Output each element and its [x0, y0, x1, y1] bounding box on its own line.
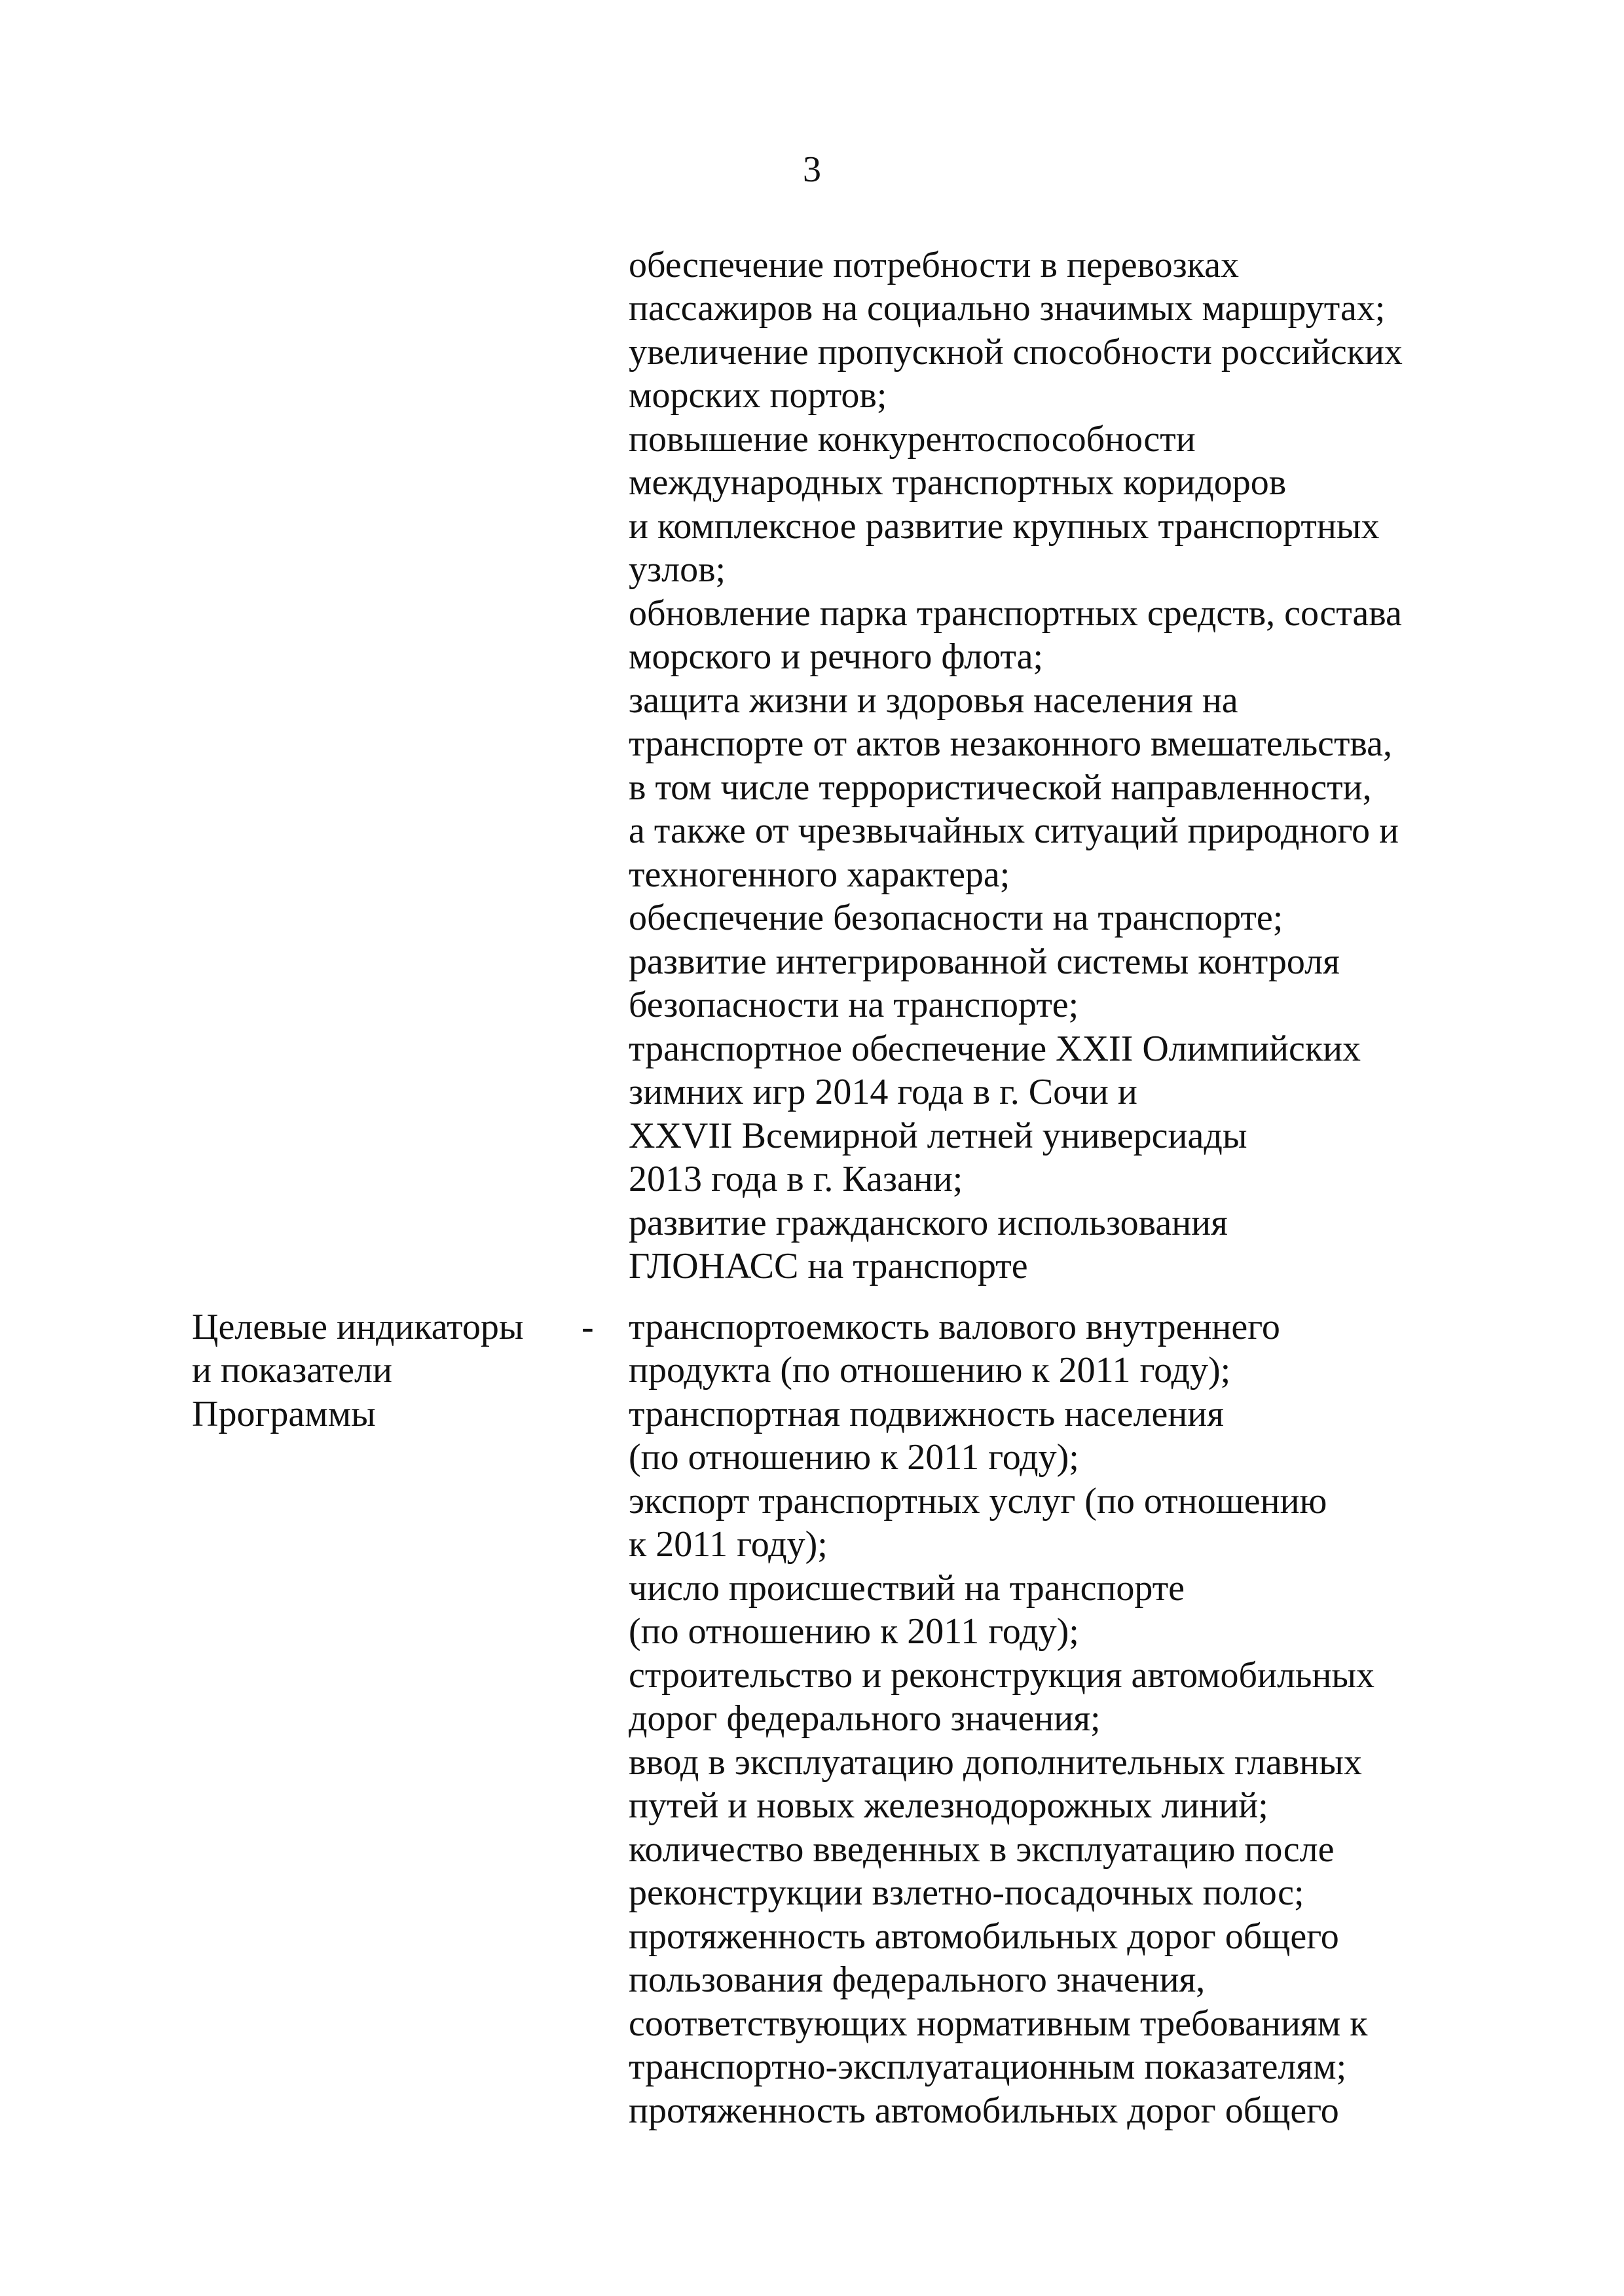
objectives-line: XXVII Всемирной летней универсиады [629, 1116, 1247, 1156]
label-dash: - [581, 1307, 594, 1347]
objectives-line: обеспечение потребности в перевозках [629, 245, 1240, 285]
objectives-line: транспорте от актов незаконного вмешательства, [629, 723, 1392, 764]
objectives-line: развитие интегрированной системы контроля [629, 941, 1340, 982]
indicator-line: транспортоемкость валового внутреннего [629, 1307, 1280, 1347]
objectives-line: транспортное обеспечение XXII Олимпийских [629, 1029, 1361, 1069]
objectives-line: безопасности на транспорте; [629, 985, 1079, 1025]
indicator-line: протяженность автомобильных дорог общего [629, 1916, 1339, 1957]
indicator-line: продукта (по отношению к 2011 году); [629, 1350, 1231, 1391]
objectives-line: зимних игр 2014 года в г. Сочи и [629, 1072, 1137, 1112]
indicator-line: (по отношению к 2011 году); [629, 1611, 1079, 1652]
page-number: 3 [803, 149, 821, 190]
objectives-line: и комплексное развитие крупных транспортных [629, 506, 1380, 547]
objectives-line: морских портов; [629, 375, 887, 416]
objectives-line: обеспечение безопасности на транспорте; [629, 898, 1283, 938]
indicator-line: строительство и реконструкция автомобильных [629, 1655, 1375, 1696]
objectives-line: техногенного характера; [629, 854, 1010, 895]
indicator-line: транспортно-эксплуатационным показателям; [629, 2047, 1347, 2087]
indicator-line: реконструкции взлетно-посадочных полос; [629, 1872, 1304, 1913]
indicators-label-line: Целевые индикаторы [192, 1307, 524, 1347]
indicator-line: протяженность автомобильных дорог общего [629, 2090, 1339, 2131]
objectives-line: 2013 года в г. Казани; [629, 1159, 963, 1199]
indicator-line: к 2011 году); [629, 1524, 828, 1565]
indicator-line: путей и новых железнодорожных линий; [629, 1785, 1268, 1826]
indicator-line: соответствующих нормативным требованиям к [629, 2003, 1368, 2044]
indicator-line: ввод в эксплуатацию дополнительных главных [629, 1742, 1362, 1783]
indicator-line: пользования федерального значения, [629, 1959, 1206, 2000]
indicator-line: количество введенных в эксплуатацию после [629, 1829, 1335, 1870]
objectives-line: а также от чрезвычайных ситуаций природного и [629, 811, 1399, 851]
indicator-line: дорог федерального значения; [629, 1698, 1101, 1739]
objectives-line: увеличение пропускной способности российских [629, 332, 1403, 373]
objectives-line: морского и речного флота; [629, 636, 1044, 677]
indicators-label-line: и показатели [192, 1350, 392, 1391]
indicator-line: экспорт транспортных услуг (по отношению [629, 1481, 1327, 1522]
indicators-label-line: Программы [192, 1394, 376, 1434]
indicator-line: (по отношению к 2011 году); [629, 1437, 1079, 1478]
objectives-line: узлов; [629, 549, 726, 590]
objectives-line: пассажиров на социально значимых маршрутах; [629, 288, 1386, 329]
objectives-line: защита жизни и здоровья населения на [629, 680, 1238, 721]
objectives-line: обновление парка транспортных средств, состава [629, 593, 1402, 634]
objectives-line: в том числе террористической направленности, [629, 767, 1372, 808]
objectives-line: ГЛОНАСС на транспорте [629, 1246, 1028, 1286]
objectives-line: международных транспортных коридоров [629, 462, 1287, 503]
indicator-line: число происшествий на транспорте [629, 1568, 1185, 1609]
objectives-line: повышение конкурентоспособности [629, 419, 1196, 460]
indicator-line: транспортная подвижность населения [629, 1394, 1225, 1434]
objectives-line: развитие гражданского использования [629, 1203, 1228, 1243]
